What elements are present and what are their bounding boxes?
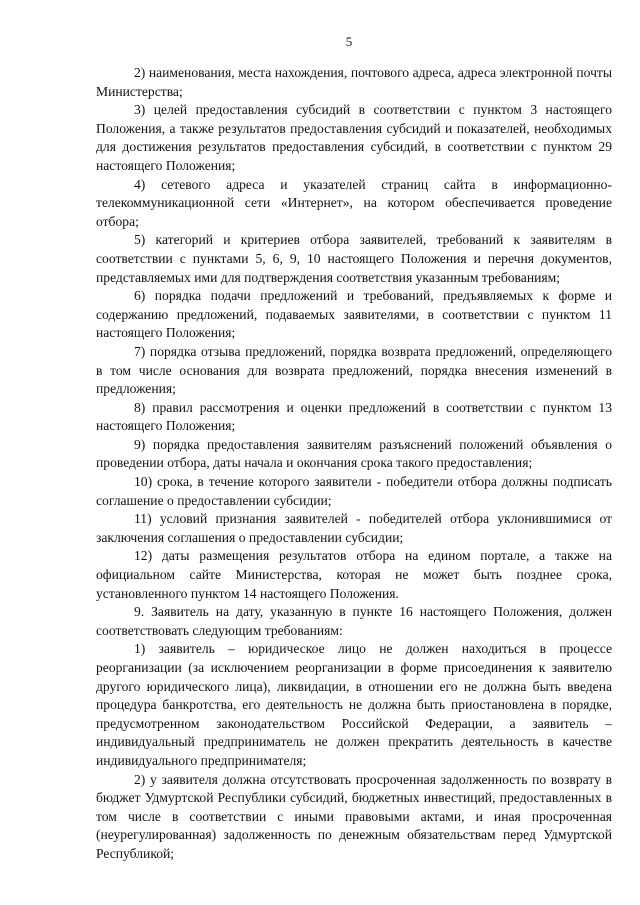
paragraph-item-11: 11) условий признания заявителей - победителей отбора уклонившимися от заключения соглашения о предоставлении субсидии; [96, 511, 612, 545]
paragraph-item-2: 2) наименования, места нахождения, почтового адреса, адреса электронной почты Министерства; [96, 65, 612, 99]
paragraph-item-5: 5) категорий и критериев отбора заявителей, требований к заявителям в соответствии с пунктами 5, 6, 9, 10 настоящего Положения и перечня документов, представляемых ими для подтверждения соответствия указанным требованиям; [96, 232, 612, 285]
paragraph-item-12: 12) даты размещения результатов отбора на едином портале, а также на официальном сайте Министерства, которая не может быть позднее срока, установленного пунктом 14 настоящего Положения. [96, 548, 612, 601]
requirement-item-1: 1) заявитель – юридическое лицо не должен находиться в процессе реорганизации (за исключением реорганизации в форме присоединения к заявителю другого юридического лица), ликвидации, в отношении его не должна быть введена процедура банкротства, его деятельность не должна быть приостановлена в порядке, предусмотренном законодательством Российской Федерации, а заявитель – индивидуальный предприниматель не должен прекратить деятельность в качестве индивидуального предпринимателя; [96, 641, 612, 768]
paragraph-item-10: 10) срока, в течение которого заявители - победители отбора должны подписать соглашение о предоставлении субсидии; [96, 474, 612, 508]
page-number: 5 [345, 34, 353, 49]
requirement-item-2: 2) у заявителя должна отсутствовать просроченная задолженность по возврату в бюджет Удмуртской Республики субсидий, бюджетных инвестиций, предоставленных в том числе в соответствии с иными правовыми актами, и иная просроченная (неурегулированная) задолженность по денежным обязательствам перед Удмуртской Республикой; [96, 771, 612, 861]
paragraph-item-6: 6) порядка подачи предложений и требований, предъявляемых к форме и содержанию предложений, подаваемых заявителями, в соответствии с пунктом 11 настоящего Положения; [96, 288, 612, 341]
paragraph-item-7: 7) порядка отзыва предложений, порядка возврата предложений, определяющего в том числе основания для возврата предложений, порядка внесения изменений в предложения; [96, 343, 612, 397]
section-9-paragraph: 9. Заявитель на дату, указанную в пункте 16 настоящего Положения, должен соответствовать следующим требованиям: [96, 604, 612, 638]
paragraph-item-8: 8) правил рассмотрения и оценки предложений в соответствии с пунктом 13 настоящего Положения; [96, 399, 612, 434]
paragraph-item-3: 3) целей предоставления субсидий в соответствии с пунктом 3 настоящего Положения, а также результатов предоставления субсидий и показателей, необходимых для достижения результатов предоставления субсидий, в соответствии с пунктом 29 настоящего Положения; [96, 102, 612, 173]
paragraph-item-9: 9) порядка предоставления заявителям разъяснений положений объявления о проведении отбора, даты начала и окончания срока такого предоставления; [96, 436, 612, 471]
paragraph-item-4: 4) сетевого адреса и указателей страниц сайта в информационно-телекоммуникационной сети «Интернет», на котором обеспечивается проведение отбора; [96, 176, 612, 229]
